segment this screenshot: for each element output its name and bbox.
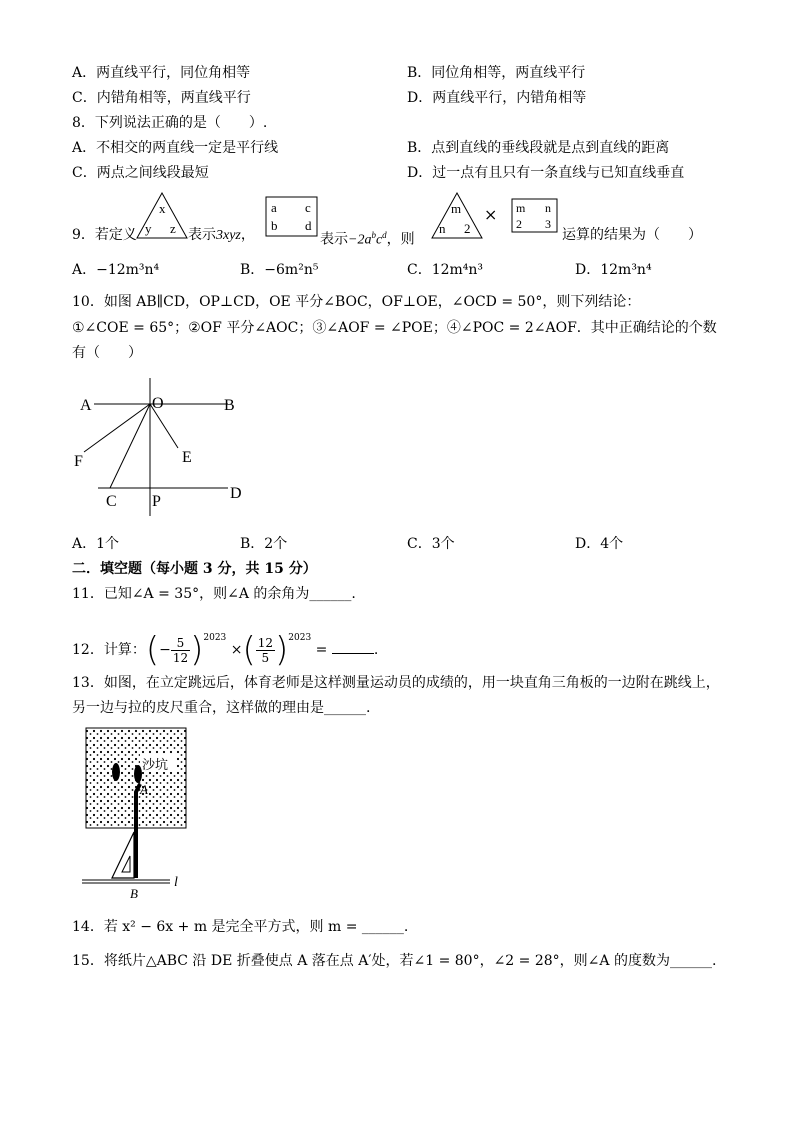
label-e: E bbox=[182, 449, 192, 466]
q13-line2: 另一边与拉的皮尺重合，这样做的理由是______. bbox=[72, 700, 371, 716]
q14: 14．若 x² − 6x + m 是完全平方式，则 m = ______. bbox=[72, 919, 409, 935]
q10-line2: ①∠COE = 65°；②OF 平分∠AOC；③∠AOF = ∠POE；④∠POC = 2∠AOF．其中正确结论的个数 bbox=[72, 320, 717, 336]
q9-triangle-value bbox=[431, 192, 483, 240]
q10-line1: 10．如图 AB∥CD，OP⊥CD，OE 平分∠BOC，OF⊥OE，∠OCD = 50°，则下列结论： bbox=[72, 294, 641, 310]
q9-option-d: D．12m³n⁴ bbox=[575, 262, 652, 278]
q9-tail: 运算的结果为（ ） bbox=[562, 227, 702, 243]
label-c: C bbox=[106, 493, 117, 510]
q9-box-definition bbox=[265, 196, 319, 238]
q13-figure bbox=[78, 722, 198, 904]
label-a: A bbox=[80, 397, 92, 414]
q9-times-sign: × bbox=[484, 205, 498, 224]
q10-line3: 有（ ） bbox=[72, 345, 142, 361]
box-val-br: 3 bbox=[545, 217, 551, 231]
tri-val-br: 2 bbox=[464, 221, 471, 236]
q8-stem: 8．下列说法正确的是（ ）. bbox=[72, 115, 268, 131]
label-l: l bbox=[174, 875, 178, 890]
q7-option-d: D．两直线平行，内错角相等 bbox=[407, 90, 587, 106]
q7-option-a: A．两直线平行，同位角相等 bbox=[72, 65, 251, 81]
label-f: F bbox=[74, 453, 83, 470]
box-def-tr: c bbox=[305, 200, 311, 215]
label-b: B bbox=[224, 397, 235, 414]
label-a: A bbox=[140, 782, 148, 797]
q12-fraction-1: $\frac{5}{12}$ bbox=[172, 635, 189, 665]
label-p: P bbox=[152, 493, 161, 510]
label-d: D bbox=[230, 485, 242, 502]
tri-def-bl: y bbox=[145, 221, 152, 236]
q8-option-d: D．过一点有且只有一条直线与已知直线垂直 bbox=[407, 165, 685, 181]
label-o: O bbox=[152, 395, 164, 412]
q12-answer-blank[interactable] bbox=[332, 639, 374, 654]
q8-option-b: B．点到直线的垂线段就是点到直线的距离 bbox=[407, 140, 670, 156]
box-val-tr: n bbox=[545, 201, 551, 215]
q7-option-c: C．内错角相等，两直线平行 bbox=[72, 90, 251, 106]
q15: 15．将纸片△ABC 沿 DE 折叠使点 A 落在点 A′处，若∠1 = 80°，∠2 = 28°，则∠A 的度数为______. bbox=[72, 953, 717, 969]
q9-triangle-definition bbox=[136, 192, 188, 240]
box-def-bl: b bbox=[271, 218, 278, 233]
tri-def-br: z bbox=[170, 221, 176, 236]
box-val-bl: 2 bbox=[516, 217, 522, 231]
ray-of bbox=[84, 404, 150, 452]
q10-option-b: B．2个 bbox=[240, 536, 288, 552]
q9-def2-label: 表示$-2a^bc^d$，则 bbox=[320, 230, 415, 248]
box-def-tl: a bbox=[271, 200, 277, 215]
q9-def1-label: 表示3xyz， bbox=[188, 227, 255, 243]
footprint-left-icon bbox=[112, 763, 120, 781]
label-sandpit: 沙坑 bbox=[142, 757, 169, 772]
q9-option-b: B．−6m²n⁵ bbox=[240, 262, 319, 278]
q10-option-d: D．4个 bbox=[575, 536, 624, 552]
q9-option-c: C．12m⁴n³ bbox=[407, 262, 484, 278]
q10-figure bbox=[70, 372, 260, 522]
q9-option-a: A．−12m³n⁴ bbox=[72, 262, 160, 278]
q10-option-c: C．3个 bbox=[407, 536, 455, 552]
ray-oc bbox=[110, 404, 150, 488]
q8-option-a: A．不相交的两直线一定是平行线 bbox=[72, 140, 279, 156]
box-val-tl: m bbox=[516, 201, 526, 215]
q12-fraction-2: $\frac{12}{5}$ bbox=[257, 635, 274, 665]
box-def-br: d bbox=[305, 218, 312, 233]
footprint-right-icon bbox=[134, 765, 142, 783]
q9-box-value bbox=[511, 198, 559, 234]
tri-val-top: m bbox=[451, 201, 462, 216]
q12: 12．计算：(− $\frac{5}{12}$ )$^{2023}$ ×( $\frac{12}{5}$ )$^{2023}$ = . bbox=[72, 630, 379, 670]
tri-def-top: x bbox=[159, 201, 166, 216]
q12-lead: 12．计算： bbox=[72, 642, 146, 658]
q13-line1: 13．如图，在立定跳远后，体育老师是这样测量运动员的成绩的，用一块直角三角板的一边附在跳线上， bbox=[72, 675, 720, 691]
q8-option-c: C．两点之间线段最短 bbox=[72, 165, 209, 181]
tri-val-bl: n bbox=[439, 221, 446, 236]
q7-option-b: B．同位角相等，两直线平行 bbox=[407, 65, 586, 81]
section-2-heading: 二．填空题（每小题 3 分，共 15 分） bbox=[72, 561, 317, 577]
label-b: B bbox=[130, 886, 138, 901]
q11: 11．已知∠A = 35°，则∠A 的余角为______. bbox=[72, 586, 356, 602]
q10-option-a: A．1个 bbox=[72, 536, 120, 552]
q9-lead: 9．若定义 bbox=[72, 227, 137, 243]
